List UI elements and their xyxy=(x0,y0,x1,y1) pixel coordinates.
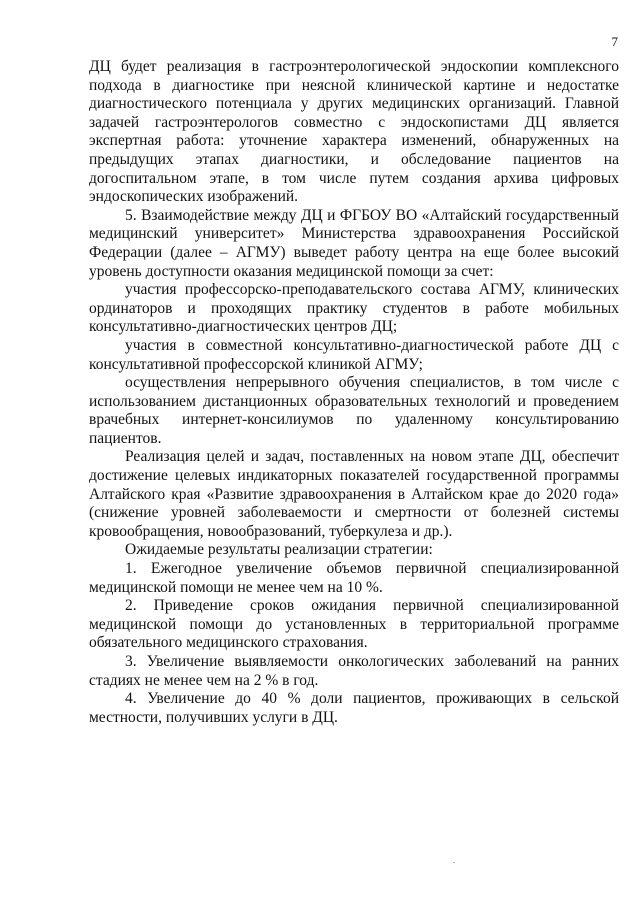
result-item-4: 4. Увеличение до 40 % доли пациентов, проживающих в сельской местности, получивших услуги в ДЦ. xyxy=(89,690,619,726)
paragraph-continuous-training: осуществления непрерывного обучения специалистов, в том числе с использованием дистанционных образовательных технологий и проведением врачебных интернет-консилиумов по удаленному консультированию пациентов. xyxy=(89,374,619,447)
paragraph-expected-results-heading: Ожидаемые результаты реализации стратегии: xyxy=(125,541,433,559)
document-body xyxy=(89,58,619,727)
result-item-1: 1. Ежегодное увеличение объемов первичной специализированной медицинской помощи не менее чем на 10 %. xyxy=(89,560,619,596)
paragraph-faculty-participation: участия профессорско-преподавательского состава АГМУ, клинических ординаторов и проходящих практику студентов в работе мобильных консультативно-диагностических центров ДЦ; xyxy=(89,281,619,336)
scan-speck xyxy=(453,862,455,863)
paragraph-endoscopy-continuation: ДЦ будет реализация в гастроэнтерологической эндоскопии комплексного подхода в диагностике при неясной клинической картине и недостатке диагностического потенциала у других медицинских организаций. Главной задачей гастроэнтерологов совместно с эндоскопистами ДЦ является экспертная работа: уточнение характера изменений, обнаруженных на предыдущих этапах диагностики, и обследование пациентов на догоспитальном этапе, в том числе путем создания архива цифровых эндоскопических изображений. xyxy=(89,58,619,206)
paragraph-goals-implementation: Реализация целей и задач, поставленных на новом этапе ДЦ, обеспечит достижение целевых индикаторных показателей государственной программы Алтайского края «Развитие здравоохранения в Алтайском крае до 2020 года» (снижение уровней заболеваемости и смертности от болезней системы кровообращения, новообразований, туберкулеза и др.). xyxy=(89,448,619,540)
result-item-2: 2. Приведение сроков ожидания первичной специализированной медицинской помощи до установленных в территориальной программе обязательного медицинского страхования. xyxy=(89,597,619,652)
paragraph-joint-consulting: участия в совместной консультативно-диагностической работе ДЦ с консультативной профессорской клиникой АГМУ; xyxy=(89,336,619,373)
page-number: 7 xyxy=(611,34,618,49)
paragraph-interaction-agmu: 5. Взаимодействие между ДЦ и ФГБОУ ВО «Алтайский государственный медицинский университет» Министерства здравоохранения Российской Федерации (далее – АГМУ) выведет работу центра на еще более высокий уровень доступности оказания медицинской помощи за счет: xyxy=(89,206,619,280)
result-item-3: 3. Увеличение выявляемости онкологических заболеваний на ранних стадиях не менее чем на 2 % в год. xyxy=(89,653,619,689)
